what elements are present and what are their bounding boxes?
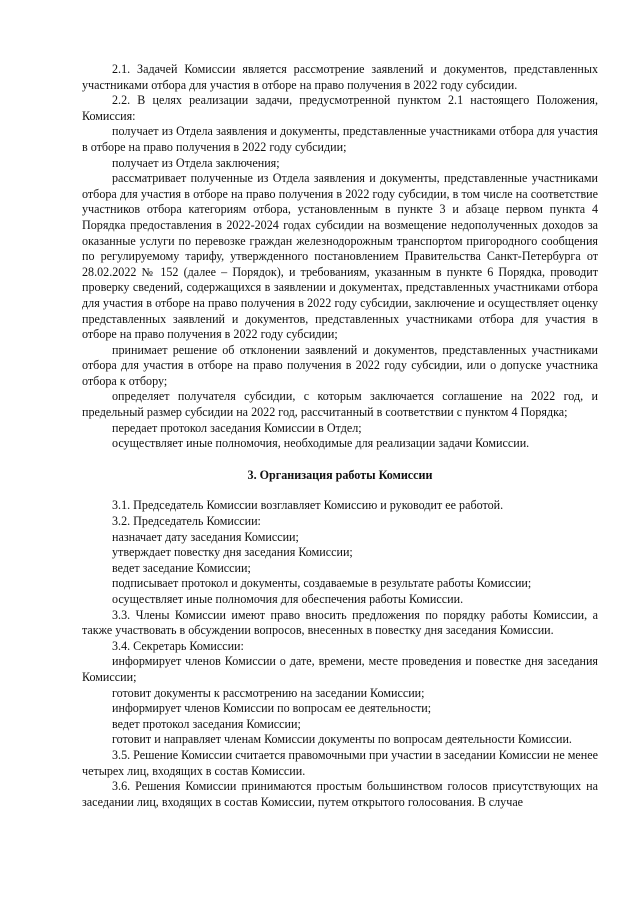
paragraph-2-2-item-7: осуществляет иные полномочия, необходимые для реализации задачи Комиссии.	[112, 436, 530, 451]
paragraph-2-2: 2.2. В целях реализации задачи, предусмотренной пунктом 2.1 настоящего Положения, Комиссия:	[82, 93, 598, 123]
paragraph-2-2-item-4: принимает решение об отклонении заявлений и документов, представленных участниками отбора для участия в отборе на право получения в 2022 году субсидии, или о допуске участника отбора к отбору;	[82, 342, 598, 388]
paragraph-3-2-item-3: ведет заседание Комиссии;	[112, 560, 251, 575]
paragraph-2-2-item-2: получает из Отдела заключения;	[112, 155, 280, 170]
paragraph-2-2-item-6: передает протокол заседания Комиссии в Отдел;	[112, 420, 362, 435]
paragraph-2-2-item-3: рассматривает полученные из Отдела заявления и документы, представленные участниками отбора для участия в отборе на право получения в 2022 году субсидии, в том числе на соответствие участников отбора категориям отбора, установленным в пункте 3 и абзаце первом пункта 4 Порядка предоставления в 2022-2024 годах субсидии на возмещение недополученных доходов за оказанные услуги по перевозке граждан железнодорожным транспортом пригородного сообщения по регулируемому тарифу, утвержденного постановлением Правительства Санкт-Петербурга от 28.02.2022 № 152 (далее – Порядок), и требованиям, указанным в пункте 6 Порядка, проводит проверку сведений, содержащихся в заявлении и документах, представленных участниками отбора для участия в отборе на право получения в 2022 году субсидии, заключение и осуществляет оценку представленных заявлений и документов, представленных участниками отбора для участия в отборе на право получения в 2022 году субсидии;	[82, 171, 598, 342]
paragraph-3-4-item-1: информирует членов Комиссии о дате, времени, месте проведения и повестке дня заседания Комиссии;	[82, 654, 598, 684]
paragraph-3-4-item-4: ведет протокол заседания Комиссии;	[112, 716, 301, 731]
paragraph-3-4-item-5: готовит и направляет членам Комиссии документы по вопросам деятельности Комиссии.	[112, 732, 572, 747]
paragraph-3-2-item-4: подписывает протокол и документы, создаваемые в результате работы Комиссии;	[112, 576, 532, 591]
paragraph-3-2: 3.2. Председатель Комиссии:	[112, 514, 261, 529]
paragraph-3-1: 3.1. Председатель Комиссии возглавляет Комиссию и руководит ее работой.	[112, 498, 504, 513]
section-2-body	[82, 62, 598, 452]
paragraph-3-2-item-1: назначает дату заседания Комиссии;	[112, 529, 299, 544]
paragraph-2-2-item-1: получает из Отдела заявления и документы, представленные участниками отбора для участия в отборе на право получения в 2022 году субсидии;	[82, 124, 598, 154]
paragraph-3-2-item-5: осуществляет иные полномочия для обеспечения работы Комиссии.	[112, 592, 464, 606]
paragraph-3-5: 3.5. Решение Комиссии считается правомочными при участии в заседании Комиссии не менее четырех лиц, входящих в состав Комиссии.	[82, 747, 598, 778]
section-3-heading: 3. Организация работы Комиссии	[247, 467, 433, 482]
paragraph-2-1: 2.1. Задачей Комиссии является рассмотрение заявлений и документов, представленных участниками отбора для участия в отборе на право получения в 2022 году субсидии.	[82, 62, 598, 92]
paragraph-3-3: 3.3. Члены Комиссии имеют право вносить предложения по порядку работы Комиссии, а также участвовать в обсуждении вопросов, внесенных в повестку дня заседания Комиссии.	[82, 607, 598, 638]
paragraph-3-4-item-2: готовит документы к рассмотрению на заседании Комиссии;	[112, 685, 425, 700]
paragraph-3-4-item-3: информирует членов Комиссии по вопросам ее деятельности;	[112, 701, 432, 716]
paragraph-3-6: 3.6. Решения Комиссии принимаются простым большинством голосов присутствующих на заседании лиц, входящих в состав Комиссии, путем открытого голосования. В случае	[82, 779, 598, 809]
paragraph-3-2-item-2: утверждает повестку дня заседания Комиссии;	[112, 545, 353, 560]
paragraph-2-2-item-5: определяет получателя субсидии, с которым заключается соглашение на 2022 год, и предельный размер субсидии на 2022 год, рассчитанный в соответствии с пунктом 4 Порядка;	[82, 389, 598, 420]
paragraph-3-4: 3.4. Секретарь Комиссии:	[112, 638, 244, 653]
section-3-body	[82, 498, 598, 810]
